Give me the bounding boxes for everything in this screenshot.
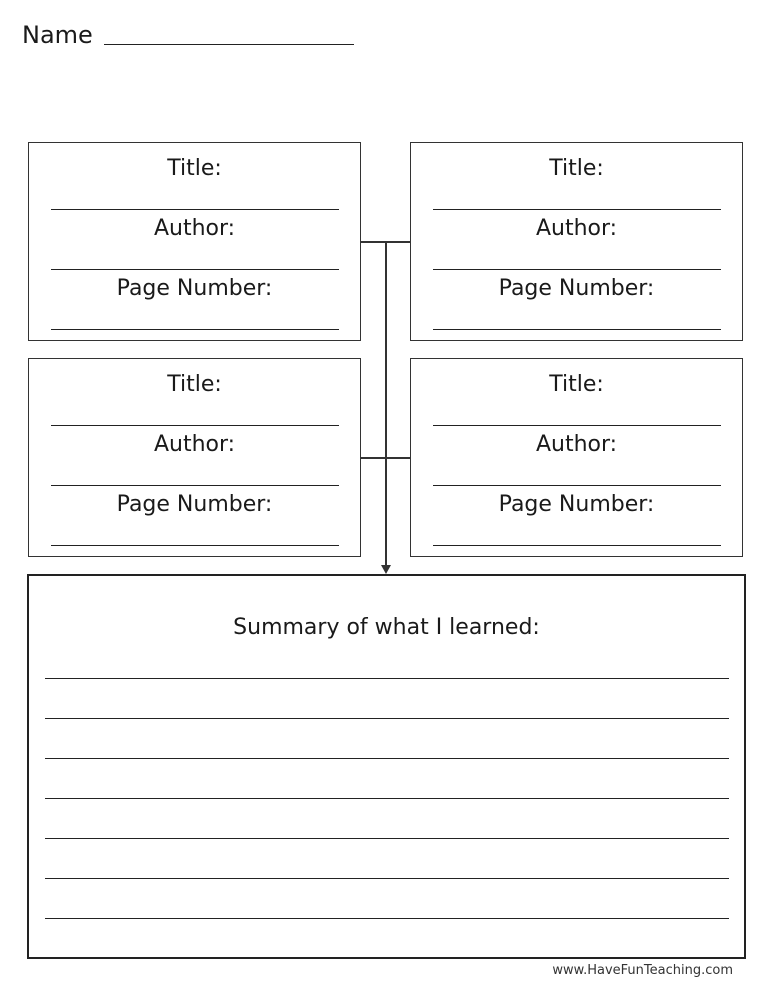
page-number-label: Page Number: <box>116 276 273 301</box>
title-label: Title: <box>167 156 222 181</box>
page-number-label: Page Number: <box>116 492 273 517</box>
author-label: Author: <box>535 432 618 457</box>
summary-line[interactable] <box>45 798 729 799</box>
source-card-2 <box>410 142 743 341</box>
summary-line[interactable] <box>45 758 729 759</box>
page-number-field[interactable] <box>433 329 721 330</box>
page-number-label: Page Number: <box>498 492 655 517</box>
author-label: Author: <box>153 216 236 241</box>
title-label: Title: <box>549 372 604 397</box>
footer-source: www.HaveFunTeaching.com <box>552 963 733 978</box>
summary-line[interactable] <box>45 718 729 719</box>
page-number-field[interactable] <box>51 545 339 546</box>
author-field[interactable] <box>433 269 721 270</box>
source-card-1 <box>28 142 361 341</box>
author-field[interactable] <box>51 485 339 486</box>
author-label: Author: <box>535 216 618 241</box>
summary-box <box>27 574 746 959</box>
name-label: Name <box>22 21 93 49</box>
name-field[interactable] <box>104 44 354 45</box>
arrow-down-icon <box>381 565 391 574</box>
summary-line[interactable] <box>45 878 729 879</box>
title-label: Title: <box>167 372 222 397</box>
page-number-label: Page Number: <box>498 276 655 301</box>
title-field[interactable] <box>433 425 721 426</box>
page-number-field[interactable] <box>51 329 339 330</box>
page-number-field[interactable] <box>433 545 721 546</box>
author-field[interactable] <box>433 485 721 486</box>
title-field[interactable] <box>51 209 339 210</box>
author-field[interactable] <box>51 269 339 270</box>
summary-line[interactable] <box>45 838 729 839</box>
summary-title: Summary of what I learned: <box>233 615 540 640</box>
summary-line[interactable] <box>45 918 729 919</box>
source-card-4 <box>410 358 743 557</box>
connector-vertical <box>385 241 387 567</box>
title-field[interactable] <box>51 425 339 426</box>
summary-line[interactable] <box>45 678 729 679</box>
title-field[interactable] <box>433 209 721 210</box>
source-card-3 <box>28 358 361 557</box>
author-label: Author: <box>153 432 236 457</box>
title-label: Title: <box>549 156 604 181</box>
